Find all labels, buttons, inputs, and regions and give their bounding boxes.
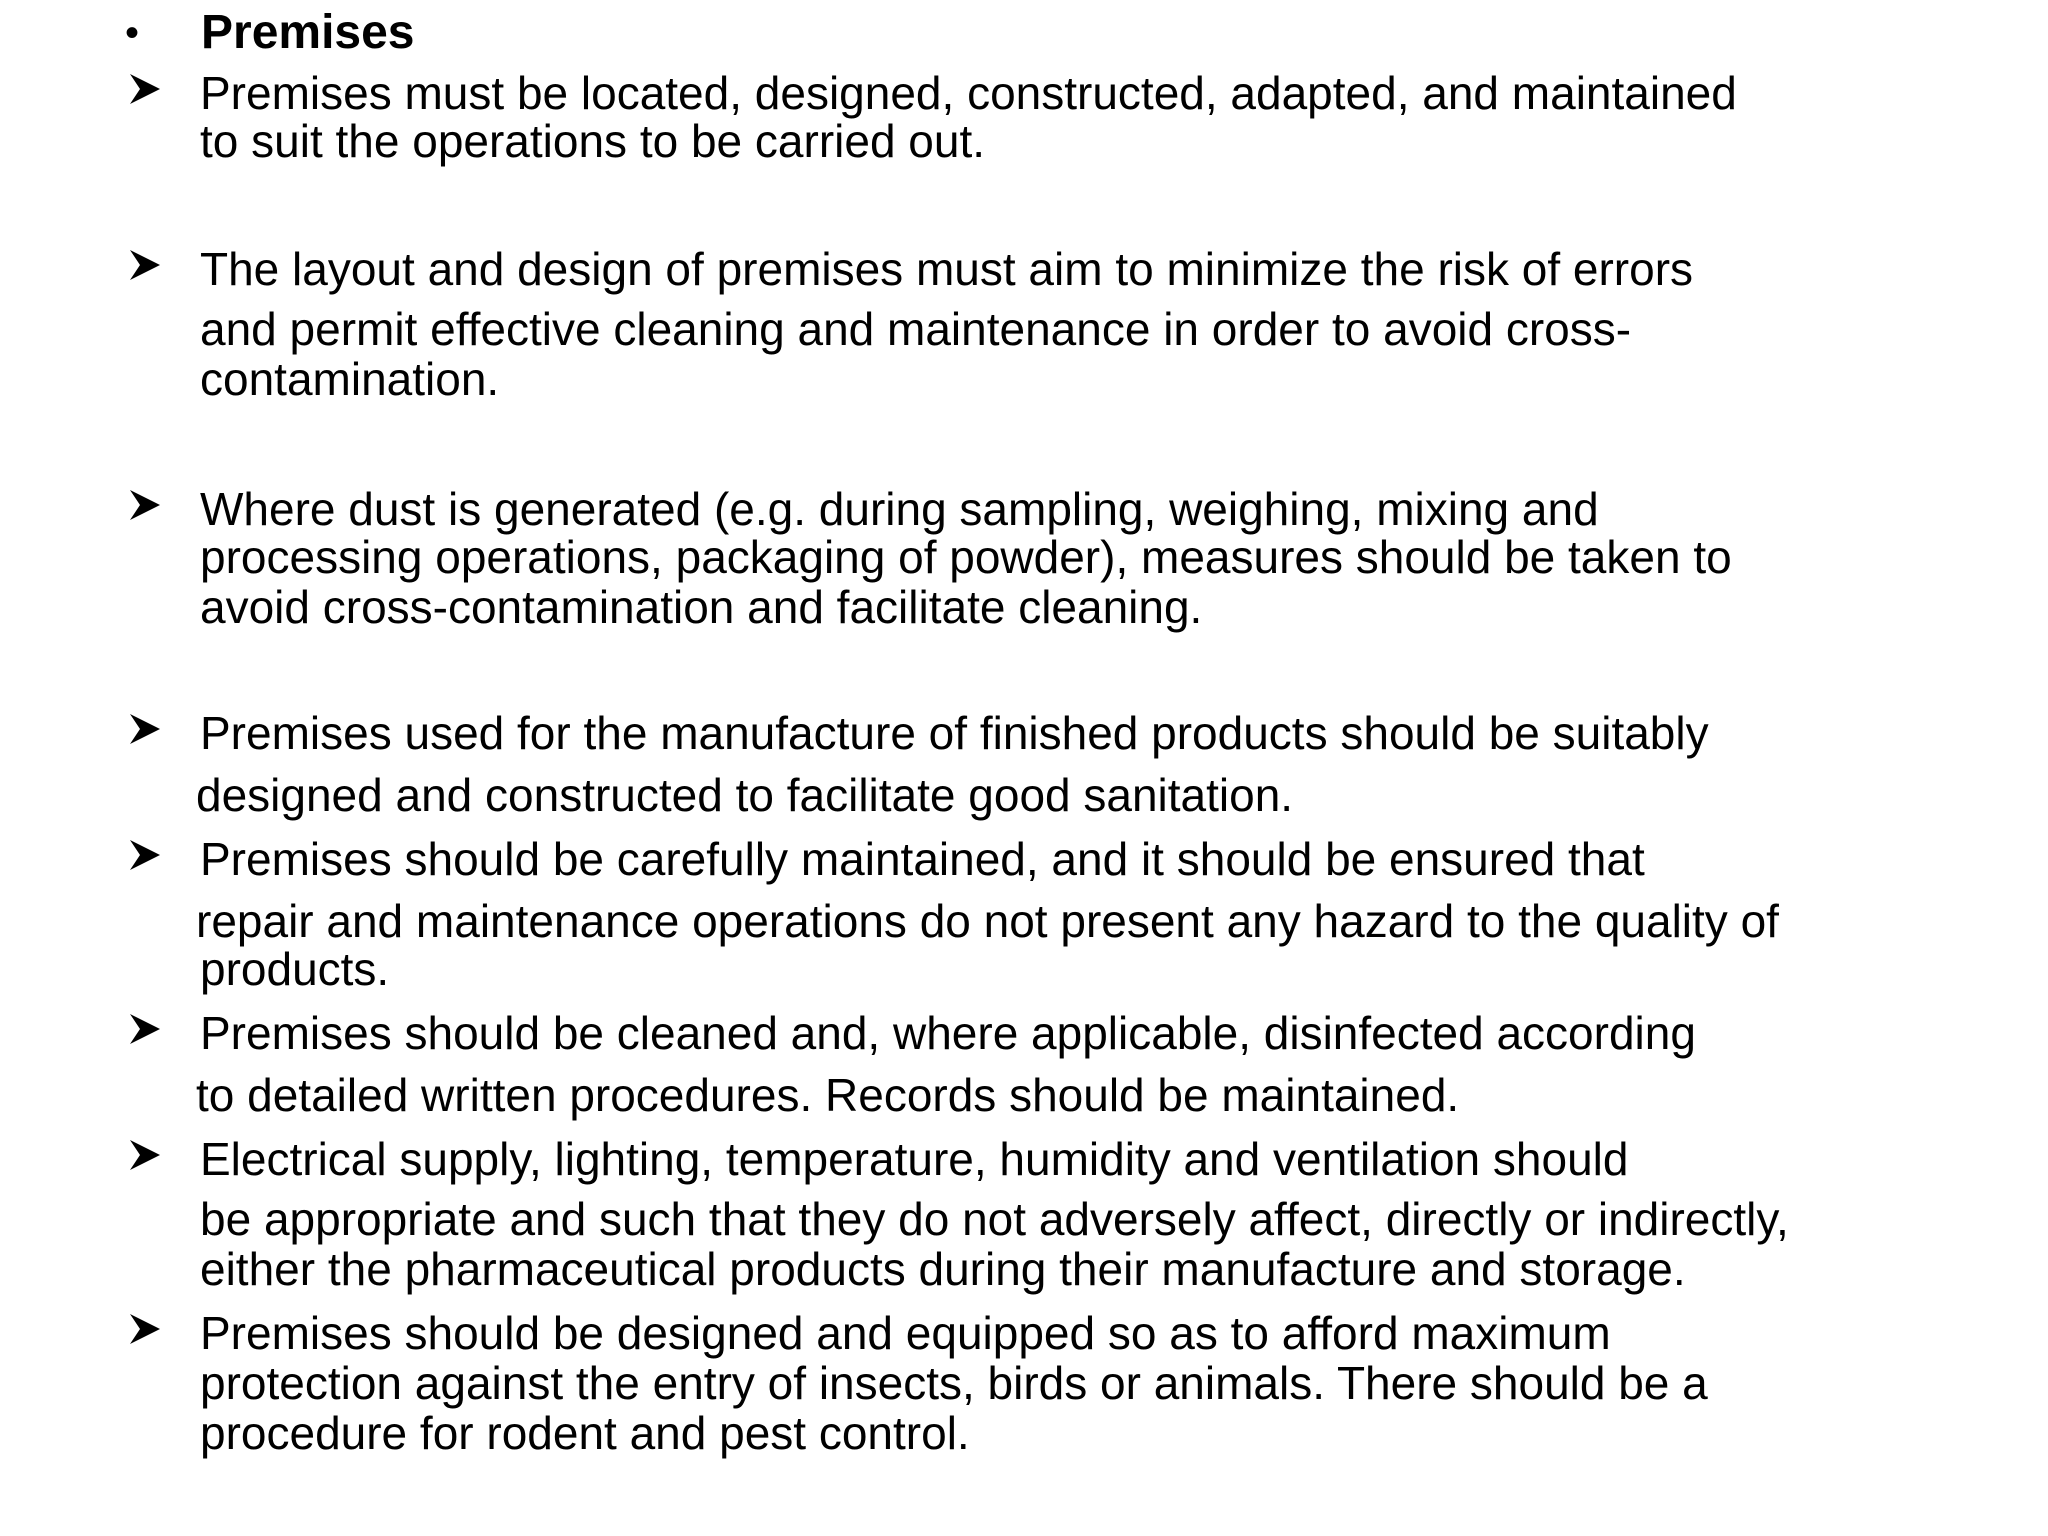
bullet-line: Premises should be carefully maintained, and it should be ensured that [200, 833, 1645, 885]
bullet-line: processing operations, packaging of powder), measures should be taken to [200, 531, 1732, 583]
bullet-line: products. [200, 943, 390, 995]
bullet-line: The layout and design of premises must aim to minimize the risk of errors [200, 243, 1694, 295]
arrowhead-bullet-icon [128, 1012, 162, 1046]
bullet-line: either the pharmaceutical products during their manufacture and storage. [200, 1243, 1686, 1295]
bullet-line: Premises must be located, designed, constructed, adapted, and maintained [200, 67, 1737, 119]
bullet-line: contamination. [200, 353, 500, 405]
arrowhead-bullet-icon [128, 248, 162, 282]
bullet-line: avoid cross-contamination and facilitate cleaning. [200, 581, 1203, 633]
round-bullet-icon: • [125, 11, 140, 55]
arrowhead-bullet-icon [128, 1312, 162, 1346]
arrowhead-bullet-icon [128, 1138, 162, 1172]
bullet-line: Premises should be cleaned and, where applicable, disinfected according [200, 1007, 1696, 1059]
bullet-line: and permit effective cleaning and maintenance in order to avoid cross- [200, 303, 1632, 355]
bullet-line: Where dust is generated (e.g. during sampling, weighing, mixing and [200, 483, 1599, 535]
arrowhead-bullet-icon [128, 488, 162, 522]
bullet-line: Premises used for the manufacture of finished products should be suitably [200, 707, 1709, 759]
arrowhead-bullet-icon [128, 72, 162, 106]
bullet-line: designed and constructed to facilitate good sanitation. [196, 769, 1294, 821]
bullet-line: be appropriate and such that they do not adversely affect, directly or indirectly, [200, 1193, 1789, 1245]
bullet-line: protection against the entry of insects, birds or animals. There should be a [200, 1357, 1708, 1409]
bullet-line: procedure for rodent and pest control. [200, 1407, 970, 1459]
arrowhead-bullet-icon [128, 712, 162, 746]
bullet-line: Premises should be designed and equipped so as to afford maximum [200, 1307, 1611, 1359]
bullet-line: to suit the operations to be carried out. [200, 115, 986, 167]
arrowhead-bullet-icon [128, 838, 162, 872]
bullet-line: repair and maintenance operations do not present any hazard to the quality of [196, 895, 1779, 947]
bullet-line: to detailed written procedures. Records should be maintained. [196, 1069, 1460, 1121]
heading-title: Premises [201, 6, 415, 59]
bullet-line: Electrical supply, lighting, temperature, humidity and ventilation should [200, 1133, 1629, 1185]
